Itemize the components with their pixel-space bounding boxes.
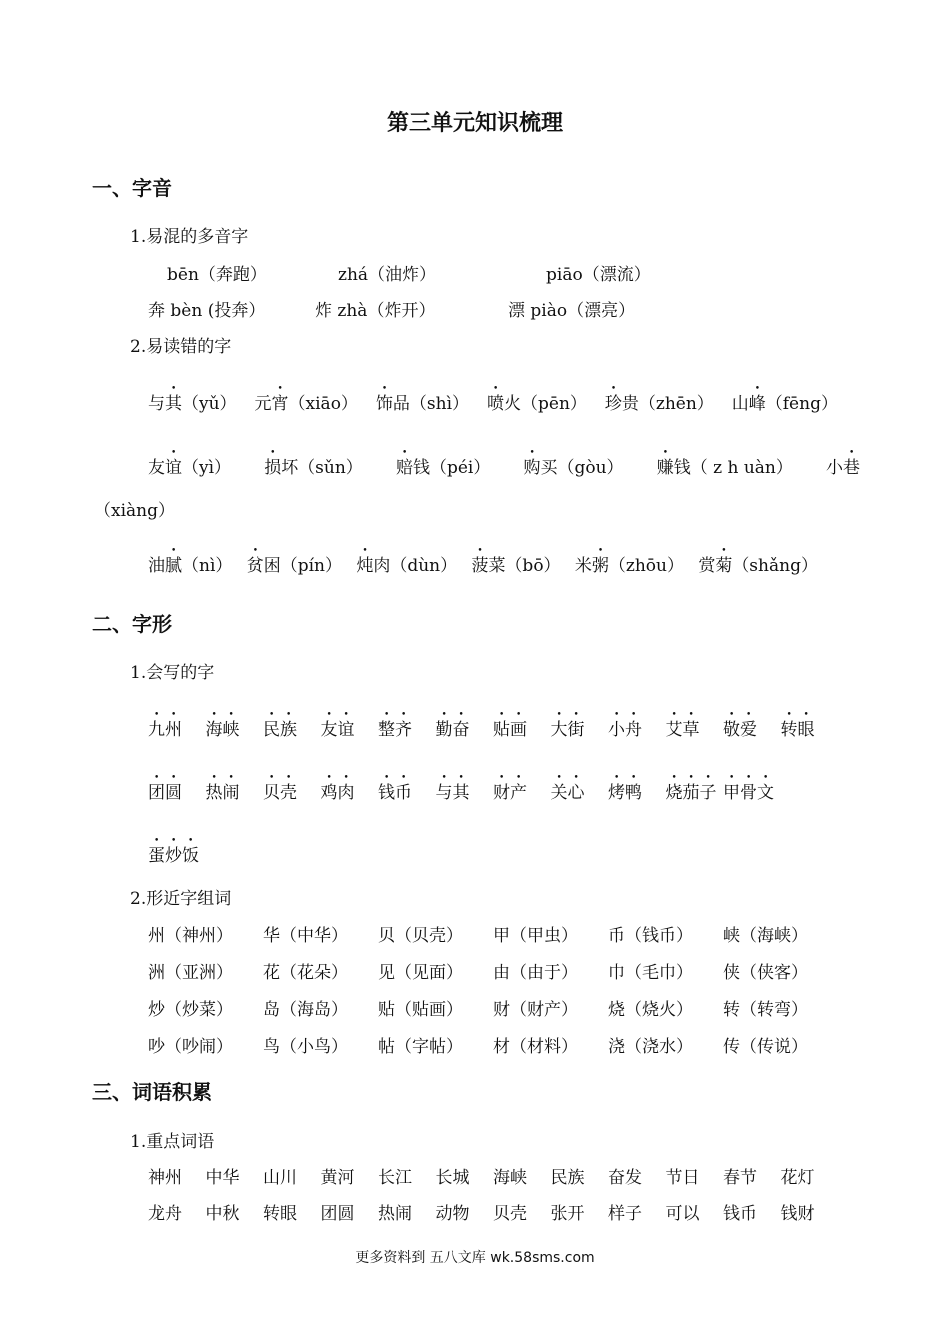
- key-word: 民族: [550, 1168, 585, 1188]
- similar-chars-grid: [148, 921, 838, 1057]
- similar-char-item: 传（传说）: [723, 1037, 808, 1057]
- emphasis-char: 赚: [656, 458, 674, 478]
- similar-char-item: 巾（毛巾）: [608, 963, 693, 983]
- writable-word: 关心: [550, 783, 585, 803]
- similar-char-item: 币（钱币）: [608, 926, 693, 946]
- key-word: 龙舟: [148, 1204, 182, 1224]
- writable-word: 大街: [550, 720, 585, 740]
- similar-char-item: 花（花朵）: [263, 963, 348, 983]
- emphasis-char: 饰: [375, 394, 393, 414]
- writable-word: 贴画: [493, 720, 527, 740]
- misread-word: 小巷: [826, 458, 860, 478]
- emphasis-char: 喷: [487, 394, 504, 414]
- writable-word: 钱币: [378, 783, 412, 803]
- key-word: 海峡: [493, 1168, 527, 1188]
- similar-char-item: 转（转弯）: [723, 1000, 808, 1020]
- writable-word: 贝壳: [263, 783, 297, 803]
- writable-word: 勤奋: [435, 720, 470, 740]
- key-word: 样子: [608, 1204, 642, 1224]
- key-words-row-1: [148, 1163, 838, 1188]
- writable-word: 转眼: [780, 720, 815, 740]
- similar-char-item: 甲（甲虫）: [493, 926, 578, 946]
- emphasis-char: 珍: [604, 394, 622, 414]
- poly-item: 炸 zhà（炸开）: [315, 301, 436, 321]
- similar-char-item: 财（财产）: [493, 1000, 578, 1020]
- misread-word: 元宵（xiāo）: [254, 394, 358, 414]
- similar-char-item: 侠（侠客）: [723, 963, 808, 983]
- writable-word: 整齐: [378, 720, 412, 740]
- similar-char-item: 峡（海峡）: [723, 926, 808, 946]
- key-word: 中秋: [205, 1204, 240, 1224]
- similar-char-item: 贴（贴画）: [378, 1000, 463, 1020]
- writable-word: 蛋炒饭: [148, 846, 199, 866]
- emphasis-char: 炖: [356, 556, 374, 576]
- writable-word: 九州: [148, 720, 182, 740]
- misread-word: 炖肉（dùn）: [356, 556, 458, 576]
- similar-char-item: 洲（亚洲）: [148, 963, 233, 983]
- key-word: 钱财: [780, 1204, 815, 1224]
- writable-word: 甲骨文: [723, 783, 774, 803]
- misread-row-3: [148, 546, 818, 576]
- misread-word: 友谊（yì）: [148, 458, 232, 478]
- emphasis-char: 赔: [395, 458, 413, 478]
- key-word: 可以: [665, 1204, 700, 1224]
- misread-row-2: [148, 448, 860, 478]
- writable-word: 民族: [263, 720, 297, 740]
- writable-word: 财产: [493, 783, 527, 803]
- similar-char-item: 贝（贝壳）: [378, 926, 463, 946]
- misread-word: 赚钱（ z h uàn）: [656, 458, 793, 478]
- similar-char-item: 材（材料）: [493, 1037, 578, 1057]
- misread-row-1: [148, 384, 838, 414]
- misread-word: 购买（gòu）: [523, 458, 624, 478]
- key-word: 张开: [550, 1204, 585, 1224]
- misread-word: 贫困（pín）: [246, 556, 342, 576]
- emphasis-char: 购: [523, 458, 541, 478]
- misread-word: 珍贵（zhēn）: [604, 394, 714, 414]
- similar-char-item: 岛（海岛）: [263, 1000, 348, 1020]
- misread-word: 油腻（nì）: [148, 556, 233, 576]
- similar-char-item: 炒（炒菜）: [148, 1000, 233, 1020]
- misread-word: 赔钱（péi）: [395, 458, 491, 478]
- subheading-writable: 1.会写的字: [130, 663, 215, 683]
- similar-char-item: 由（由于）: [493, 963, 578, 983]
- key-word: 春节: [723, 1168, 757, 1188]
- misread-word: 喷火（pēn）: [487, 394, 587, 414]
- key-word: 神州: [148, 1168, 182, 1188]
- misread-word: 山峰（fēng）: [731, 394, 838, 414]
- similar-char-item: 浇（浇水）: [608, 1037, 693, 1057]
- section-heading-glyphs: 二、字形: [92, 612, 172, 636]
- similar-char-item: 帖（字帖）: [378, 1037, 463, 1057]
- similar-char-item: 烧（烧火）: [608, 1000, 693, 1020]
- key-word: 团圆: [320, 1204, 355, 1224]
- emphasis-char: 菊: [715, 556, 733, 576]
- writable-word: 敬爱: [723, 720, 757, 740]
- emphasis-char: 宵: [271, 394, 289, 414]
- emphasis-char: 贫: [246, 556, 264, 576]
- subheading-polyphones: 1.易混的多音字: [130, 227, 249, 247]
- similar-char-item: 吵（吵闹）: [148, 1037, 233, 1057]
- emphasis-char: 损: [264, 458, 282, 478]
- misread-wrap: （xiàng）: [94, 501, 175, 521]
- misread-word: 饰品（shì）: [375, 394, 470, 414]
- key-word: 奋发: [608, 1168, 642, 1188]
- misread-word: 与其（yǔ）: [148, 394, 237, 414]
- footer-source: 更多资料到 五八文库 wk.58sms.com: [355, 1250, 595, 1266]
- key-word: 动物: [435, 1204, 470, 1224]
- poly-item: piāo（漂流）: [546, 265, 651, 285]
- poly-item: bēn（奔跑）: [167, 265, 267, 285]
- writable-word: 友谊: [320, 720, 355, 740]
- writable-row-3: [148, 836, 838, 866]
- emphasis-char: 巷: [843, 458, 860, 478]
- key-word: 中华: [205, 1168, 240, 1188]
- writable-word: 与其: [435, 783, 470, 803]
- writable-row-2: [148, 773, 838, 803]
- page-title: 第三单元知识梳理: [386, 111, 563, 136]
- subheading-key-words: 1.重点词语: [130, 1132, 215, 1152]
- key-word: 长城: [435, 1168, 470, 1188]
- poly-item: 漂 piào（漂亮）: [508, 301, 636, 321]
- subheading-misread: 2.易读错的字: [130, 337, 232, 357]
- emphasis-char: 其: [165, 394, 182, 414]
- emphasis-char: 峰: [748, 394, 766, 414]
- similar-char-item: 见（见面）: [378, 963, 463, 983]
- writable-word: 艾草: [665, 720, 700, 740]
- key-word: 贝壳: [493, 1204, 527, 1224]
- similar-char-item: 鸟（小鸟）: [263, 1037, 348, 1057]
- emphasis-char: 粥: [591, 556, 609, 576]
- key-word: 山川: [263, 1168, 297, 1188]
- section-heading-vocabulary: 三、词语积累: [92, 1080, 212, 1104]
- key-word: 黄河: [320, 1168, 355, 1188]
- key-word: 花灯: [780, 1168, 815, 1188]
- writable-word: 小舟: [608, 720, 642, 740]
- poly-item: 奔 bèn (投奔）: [148, 301, 266, 321]
- key-words-row-2: [148, 1199, 838, 1224]
- key-word: 钱币: [723, 1204, 757, 1224]
- similar-char-item: 州（神州）: [148, 926, 233, 946]
- writable-word: 热闹: [205, 783, 240, 803]
- key-word: 转眼: [263, 1204, 297, 1224]
- poly-item: zhá（油炸）: [338, 265, 437, 285]
- emphasis-char: 谊: [165, 458, 182, 478]
- misread-word: 赏菊（shǎng）: [698, 556, 818, 576]
- writable-word: 海峡: [205, 720, 240, 740]
- misread-word: 损坏（sǔn）: [264, 458, 363, 478]
- key-word: 节日: [665, 1168, 700, 1188]
- writable-row-1: [148, 710, 838, 740]
- writable-word: 团圆: [148, 783, 182, 803]
- key-word: 热闹: [378, 1204, 412, 1224]
- similar-char-item: 华（中华）: [263, 926, 348, 946]
- subheading-similar-chars: 2.形近字组词: [130, 889, 232, 909]
- emphasis-char: 腻: [165, 556, 182, 576]
- misread-word: 米粥（zhōu）: [574, 556, 684, 576]
- section-heading-pronunciation: 一、字音: [92, 176, 172, 200]
- writable-word: 鸡肉: [320, 783, 355, 803]
- emphasis-char: 菠: [471, 556, 489, 576]
- key-word: 长江: [378, 1168, 412, 1188]
- writable-word: 烤鸭: [608, 783, 642, 803]
- writable-word: 烧茄子: [665, 783, 717, 803]
- misread-word: 菠菜（bō）: [471, 556, 561, 576]
